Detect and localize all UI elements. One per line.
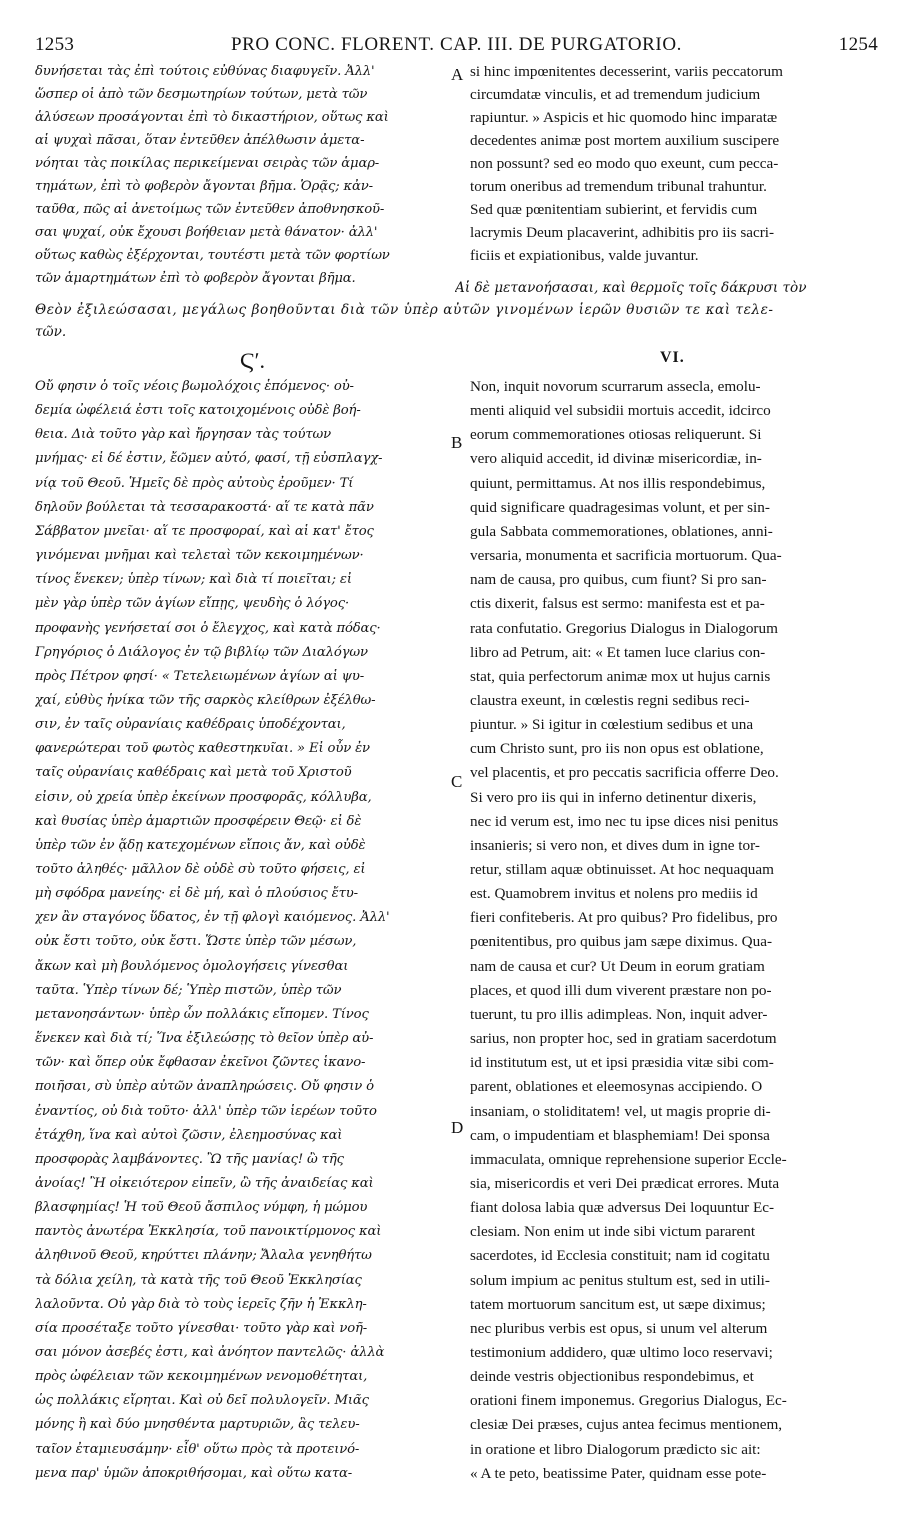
greek-text-line: γινόμεναι μνῆμαι καὶ τελεταὶ τῶν κεκοιμημένων·: [35, 548, 364, 564]
greek-text-line: οὐκ ἔστι τοῦτο, οὐκ ἔστι. Ὥστε ὑπὲρ τῶν μέσων,: [35, 934, 357, 950]
greek-text-line: θεια. Διὰ τοῦτο γὰρ καὶ ἤργησαν τὰς τούτων: [35, 427, 331, 443]
latin-text-line: Si vero pro iis qui in inferno detinentur dixeris,: [470, 788, 757, 806]
greek-text-line: σία προσέταξε τοῦτο γίνεσθαι· τοῦτο γὰρ καὶ νοῆ-: [35, 1320, 368, 1336]
latin-text-line: retur, stillam aquæ obtinuisset. At hoc nequaquam: [470, 861, 774, 878]
latin-text-line: parent, oblationes et eleemosynas accipiendo. O: [470, 1078, 763, 1096]
latin-text-line: cam, o impudentiam et blasphemiam! Dei sponsa: [470, 1126, 770, 1144]
greek-text-line: ἐτάχθη, ἵνα καὶ αὐτοὶ ζῶσιν, ἐλεημοσύνας καὶ: [35, 1127, 343, 1143]
latin-text-line: menti aliquid vel subsidii mortuis accedit, idcirco: [470, 402, 771, 420]
latin-text-line: gula Sabbata commemorationes, oblationes, anni-: [470, 522, 773, 540]
greek-text-line: μὲν γὰρ ὑπὲρ τῶν ἁγίων εἴπῃς, ψευδὴς ὁ λόγος·: [35, 596, 349, 612]
latin-text-line: testimonium addidero, quæ ultimo loco reservavi;: [470, 1344, 773, 1361]
latin-text-line: decedentes animæ post mortem auxilium suscipere: [470, 132, 780, 149]
greek-text-line: παντὸς ἀνωτέρα Ἐκκλησία, τοῦ πανοικτίρμονος καὶ: [35, 1224, 382, 1240]
latin-text-line: nec pluribus verbis est opus, si unum vel alterum: [470, 1319, 768, 1337]
greek-text-line: νόηται τὰς ποικίλας περικείμεναι σειρὰς τῶν ἁμαρ-: [35, 156, 380, 171]
latin-text-line: orationi finem imponemus. Gregorius Dialogus, Ec-: [470, 1392, 787, 1410]
greek-text-line: πρὸς Πέτρον φησί· « Τετελειωμένων ἁγίων αἱ ψυ-: [35, 668, 364, 684]
greek-text-line: ταῖον ἐταμιευσάμην· εἶθ' οὕτω πρὸς τὰ προτεινό-: [35, 1441, 360, 1457]
greek-text-line: δεμία ὠφέλειά ἐστι τοῖς κατοιχομένοις οὐδὲ βοή-: [35, 403, 361, 419]
greek-text-line: τίνος ἕνεκεν; ὑπὲρ τίνων; καὶ διὰ τί ποιεῖται; εἰ: [35, 572, 352, 588]
greek-text-line: τημάτων, ἐπὶ τὸ φοβερὸν ἄγονται βῆμα. Ὁρᾷς; κἀν-: [35, 179, 373, 194]
latin-text-line: torum oneribus ad tremendum tribunal trahuntur.: [470, 178, 767, 195]
latin-text-line: quiunt, permittamus. At nos illis respondebimus,: [470, 474, 766, 492]
margin-letter-b: B: [451, 433, 463, 452]
greek-text-line: ὡς πολλάκις εἴρηται. Καὶ οὐ δεῖ πολυλογεῖν. Μιᾶς: [35, 1393, 369, 1409]
latin-text-line: insaniam, o stoliditatem! vel, ut magis proprie di-: [470, 1102, 771, 1120]
latin-text-line: insanieris; si vero non, et dives dum in igne tor-: [470, 836, 760, 854]
greek-text-line: Οὔ φησιν ὁ τοῖς νέοις βωμολόχοις ἑπόμενος· οὐ-: [35, 379, 354, 394]
latin-text-line: versaria, monumenta et sacrificia mortuorum. Qua-: [470, 547, 782, 565]
greek-text-line: ἄκων καὶ μὴ βουλόμενος ὁμολογήσεις γίνεσθαι: [35, 958, 349, 974]
greek-text-line: μετανοησάντων· ὑπὲρ ὧν πολλάκις εἴπομεν. Τίνος: [35, 1006, 369, 1022]
latin-text-line: fiant dolosa labia quæ adversus Dei loquuntur Ec-: [470, 1199, 775, 1217]
greek-text-line: προσφορὰς λαμβάνοντες. Ὢ τῆς μανίας! ὢ τῆς: [35, 1151, 344, 1167]
latin-text-line: sacerdotes, id Ecclesia constituit; nam id cogitatu: [470, 1247, 770, 1265]
latin-text-line: id institutum est, ut et ipsi præsidia vitæ sibi com-: [470, 1054, 774, 1072]
latin-text-line: claustra exeunt, in cœlestis regni sedibus reci-: [470, 691, 750, 709]
greek-text-line: τῶν· καὶ ὅπερ οὐκ ἔφθασαν ἐκεῖνοι ζῶντες ἱκανο-: [35, 1055, 366, 1071]
running-title: PRO CONC. FLORENT. CAP. III. DE PURGATORIO.: [230, 34, 683, 55]
greek-text-line: μενα παρ' ὑμῶν ἀποκριθήσομαι, καὶ οὕτω κατα-: [35, 1465, 353, 1481]
greek-text-line: μὴ σφόδρα μανείης· εἰ δὲ μή, καὶ ὁ πλούσιος ἔτυ-: [35, 886, 358, 902]
greek-text-line: χαί, εὐθὺς ἡνίκα τῶν τῆς σαρκὸς κλείθρων ἐξέλθω-: [35, 692, 376, 708]
greek-text-line: σαι μόνον ἀσεβές ἐστι, καὶ ἀνόητον παντελῶς· ἀλλὰ: [35, 1345, 385, 1360]
latin-text-line: sarius, non propter hoc, sed in gratiam sacerdotum: [470, 1030, 777, 1048]
latin-text-line: nam de causa et cur? Ut Deum in eorum gratiam: [470, 957, 765, 975]
latin-text-line: tuerunt, tu pro illis adimpleas. Non, inquit adver-: [470, 1005, 768, 1023]
greek-text-line: μνήμας· εἰ δέ ἐστιν, ἔῶμεν αὐτό, φασί, τῇ εὐσπλαγχ-: [35, 451, 383, 467]
greek-text-line: λαλοῦντα. Οὐ γὰρ διὰ τὸ τοὺς ἱερεῖς ζῆν ἡ Ἐκκλη-: [35, 1296, 367, 1312]
latin-text-line: in oratione et libro Dialogorum prædicto sic ait:: [470, 1440, 761, 1458]
latin-text-line: est. Quamobrem invitus et nolens pro mediis id: [470, 885, 758, 903]
latin-text-line: solum impium ac penitus stultum est, sed in utili-: [470, 1271, 770, 1289]
greek-text-line: χεν ἂν σταγόνος ὕδατος, ἐν τῇ φλογὶ καιόμενος. Ἀλλ': [35, 910, 390, 926]
greek-text-line: σαι ψυχαί, οὐκ ἔχουσι βοήθειαν μετὰ θάνατον· ἀλλ': [35, 225, 378, 240]
latin-text-line: circumdatæ vinculis, et ad tremendum judicium: [470, 86, 761, 103]
latin-text-line: piuntur. » Si igitur in cœlestium sedibus et una: [470, 716, 754, 734]
latin-text-line: ctis dixerit, falsus est sermo: manifesta est et pa-: [470, 595, 765, 613]
greek-text-line: εἰσιν, οὐ χρεία ὑπὲρ ἐκείνων προσφορᾶς, κόλλυβα,: [35, 789, 372, 805]
greek-text-line: σιν, ἐν ταῖς οὐρανίαις καθέδραις ὑποδέχονται,: [35, 717, 346, 733]
greek-text-line: δηλοῦν βούλεται τὰ τεσσαρακοστά· αἵ τε κατὰ πᾶν: [35, 499, 374, 515]
latin-text-line: clesiam. Non enim ut inde sibi victum pararent: [470, 1223, 756, 1241]
greek-text-line: πρὸς ὠφέλειαν τῶν κεκοιμημένων νενομοθέτηται,: [35, 1369, 368, 1385]
greek-text-line: Γρηγόριος ὁ Διάλογος ἐν τῷ βιβλίῳ τῶν Διαλόγων: [35, 644, 368, 660]
greek-text-line: δυνήσεται τὰς ἐπὶ τούτοις εὐθύνας διαφυγεῖν. Ἀλλ': [35, 64, 375, 79]
latin-text-line: « A te peto, beatissime Pater, quidnam esse pote-: [470, 1464, 767, 1482]
latin-text-line: non possunt? sed eo modo quo exeunt, cum pecca-: [470, 155, 779, 172]
greek-full-line-3: τῶν.: [35, 324, 67, 340]
latin-text-line: nam de causa, pro quibus, cum fiunt? Si pro san-: [470, 571, 767, 589]
greek-text-line: ἁλύσεων προσάγονται ἐπὶ τὸ δικαστήριον, οὕτως καὶ: [35, 110, 389, 125]
latin-text-line: immaculata, omnique reprehensione superior Eccle-: [470, 1150, 787, 1168]
greek-text-line: νίᾳ τοῦ Θεοῦ. Ἡμεῖς δὲ πρὸς αὐτοὺς ἐροῦμεν· Τί: [35, 475, 354, 491]
greek-text-line: ταῖς οὐρανίαις καθέδραις καὶ μετὰ τοῦ Χριστοῦ: [35, 765, 352, 781]
latin-section-heading: VI.: [660, 349, 685, 366]
latin-text-line: sia, misericordis et veri Dei prædicat errores. Muta: [470, 1174, 780, 1192]
latin-text-line: pœnitentibus, pro quibus jam sæpe diximus. Qua-: [470, 933, 773, 951]
greek-text-line: ποιῆσαι, σὺ ὑπὲρ αὐτῶν ἀναπληρώσεις. Οὔ φησιν ὁ: [35, 1079, 374, 1095]
latin-text-line: fieri confiteberis. At pro quibus? Pro fidelibus, pro: [470, 909, 778, 927]
greek-text-line: καὶ θυσίας ὑπὲρ ἁμαρτιῶν προσφέρειν Θεῷ· εἰ δὲ: [35, 813, 362, 829]
latin-text-line: stat, quia perfectorum animæ mox ut hujus carnis: [470, 667, 771, 685]
left-page-number: 1253: [35, 34, 75, 55]
latin-text-line: cum Christo sunt, pro iis non opus est oblatione,: [470, 740, 764, 758]
greek-text-line: βλασφημίας! Ἡ τοῦ Θεοῦ ἄσπιλος νύμφη, ἡ μώμου: [35, 1200, 368, 1216]
greek-text-line: τὰ δόλια χείλη, τὰ κατὰ τῆς τοῦ Θεοῦ Ἐκκλησίας: [35, 1272, 362, 1288]
latin-text-line: vel placentis, et pro peccatis sacrificia offerre Deo.: [470, 764, 779, 782]
greek-text-line: ἀνοίας! Ἢ οἰκειότερον εἰπεῖν, ὢ τῆς ἀναιδείας καὶ: [35, 1175, 374, 1191]
latin-text-line: quid significare quadragesimas volunt, et per sin-: [470, 498, 770, 516]
margin-letter-d: D: [451, 1118, 464, 1137]
latin-text-line: si hinc impœnitentes decesserint, variis peccatorum: [470, 63, 783, 80]
greek-text-line: τῶν ἁμαρτημάτων ἐπὶ τὸ φοβερὸν ἄγονται βῆμα.: [35, 271, 356, 286]
greek-text-line: ταῦθα, πῶς αἱ ἀνετοίμως τῶν ἐντεῦθεν ἀποθνησκοῦ-: [35, 202, 385, 217]
greek-text-line: ὥσπερ οἱ ἀπὸ τῶν δεσμωτηρίων τούτων, μετὰ τῶν: [35, 87, 368, 102]
greek-text-line: ἕνεκεν καὶ διὰ τί; Ἵνα ἐξιλεώσῃς τὸ θεῖον ὑπὲρ αὐ-: [35, 1031, 374, 1047]
latin-text-line: clesiæ Dei præses, cujus antea fecimus mentionem,: [470, 1416, 783, 1434]
greek-text-line: ταῦτα. Ὑπὲρ τίνων δέ; Ὑπὲρ πιστῶν, ὑπὲρ τῶν: [35, 982, 342, 998]
greek-text-line: προφανὴς γενήσεταί σοι ὁ ἔλεγχος, καὶ κατὰ πόδας·: [35, 620, 381, 636]
latin-text-line: nec id verum est, imo nec tu ipse dices nisi penitus: [470, 812, 779, 830]
greek-section-heading: Ϛʹ.: [240, 348, 265, 373]
margin-letter-a: A: [451, 65, 464, 84]
right-page-number: 1254: [838, 34, 878, 55]
greek-text-line: ἐναντίος, οὐ διὰ τοῦτο· ἀλλ' ὑπὲρ τῶν ἱερέων τοῦτο: [35, 1103, 377, 1119]
greek-text-line: μόνης ἢ καὶ δύο μνησθέντα μαρτυριῶν, ἃς τελευ-: [35, 1417, 360, 1433]
latin-text-line: libro ad Petrum, ait: « Et tamen luce clarius con-: [470, 643, 766, 661]
greek-text-line: οὕτως καθὼς ἐξέρχονται, τουτέστι μετὰ τῶν φορτίων: [35, 248, 390, 263]
latin-text-line: places, et quod illi dum viverent præstare non po-: [470, 981, 772, 999]
margin-letter-c: C: [451, 772, 463, 791]
latin-text-line: rata confutatio. Gregorius Dialogus in Dialogorum: [470, 619, 778, 637]
greek-full-line-1: Αἱ δὲ μετανοήσασαι, καὶ θερμοῖς τοῖς δάκρυσι τὸν: [455, 280, 807, 296]
greek-text-line: ὑπὲρ τῶν ἐν ᾅδῃ κατεχομένων εἴποις ἄν, καὶ οὐδὲ: [35, 837, 366, 853]
greek-text-line: φανερώτεραι τοῦ φωτὸς καθεστηκυῖαι. » Εἰ οὖν ἐν: [35, 741, 370, 757]
latin-text-line: Non, inquit novorum scurrarum assecla, emolu-: [470, 378, 761, 395]
latin-text-line: ficiis et expiationibus, valde juvantur.: [470, 247, 699, 264]
latin-text-line: vero aliquid accedit, id divinæ misericordiæ, in-: [470, 450, 762, 468]
greek-full-line-2: Θεὸν ἐξιλεώσασαι, μεγάλως βοηθοῦνται διὰ τῶν ὑπὲρ αὐτῶν γινομένων ἱερῶν θυσιῶν τε καὶ τελε-: [35, 302, 774, 318]
latin-text-line: lacrymis Deum placaverint, adhibitis pro iis sacri-: [470, 224, 775, 241]
latin-text-line: deinde vestris objectionibus respondebimus, et: [470, 1368, 754, 1386]
latin-text-line: Sed quæ pœnitentiam subierint, et fervidis cum: [470, 201, 758, 218]
latin-text-line: tatem mortuorum sancitum est, ut sæpe diximus;: [470, 1295, 766, 1313]
latin-text-line: eorum commemorationes otiosas reliquerunt. Si: [470, 426, 762, 444]
greek-text-line: ἀληθινοῦ Θεοῦ, κηρύττει πλάνην; Ἄλαλα γενηθήτω: [35, 1248, 372, 1264]
greek-text-line: Σάββατον μνεῖαι· αἵ τε προσφοραί, καὶ αἱ κατ' ἔτος: [35, 523, 374, 539]
greek-text-line: τοῦτο ἀληθές· μᾶλλον δὲ οὐδὲ σὺ τοῦτο φήσεις, εἰ: [35, 862, 366, 877]
latin-text-line: rapiuntur. » Aspicis et hic quomodo hinc imparatæ: [470, 109, 778, 126]
greek-text-line: αἱ ψυχαὶ πᾶσαι, ὅταν ἐντεῦθεν ἀπέλθωσιν ἀμετα-: [35, 133, 365, 148]
